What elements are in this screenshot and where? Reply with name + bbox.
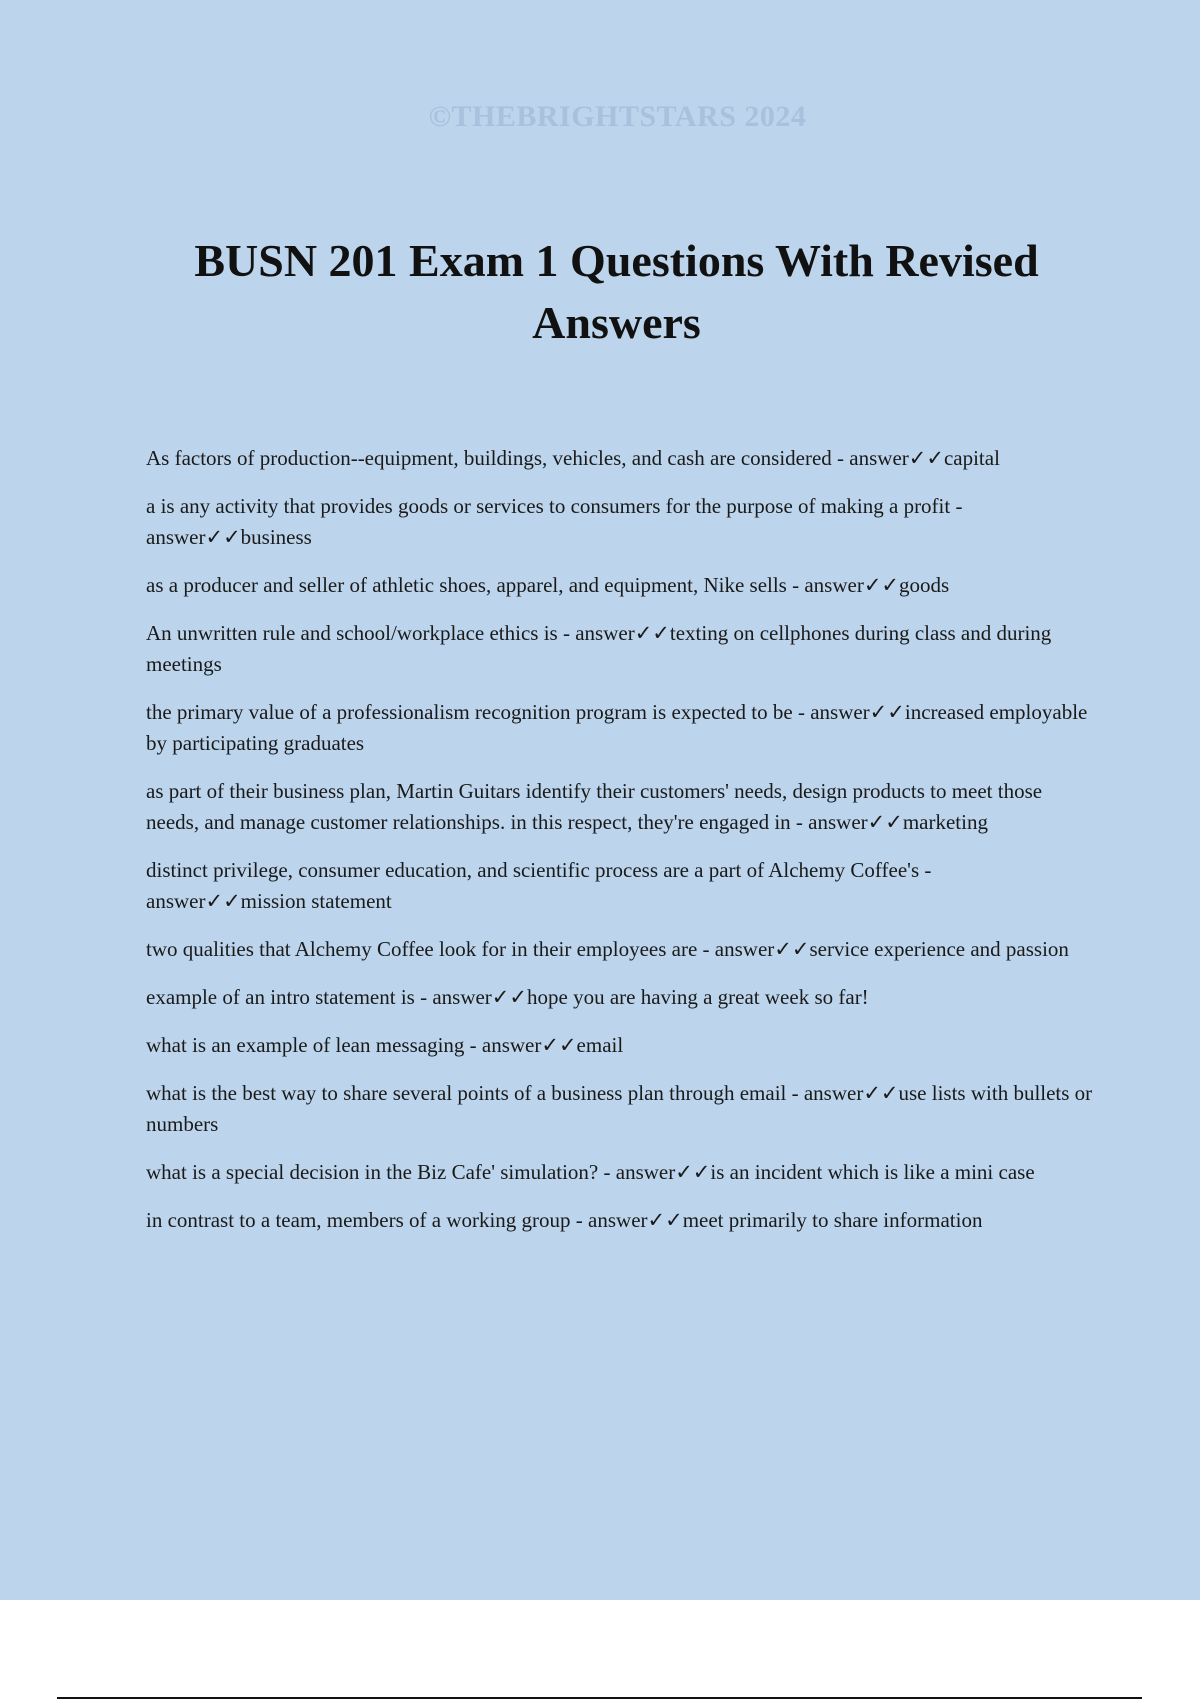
page-title: BUSN 201 Exam 1 Questions With Revised Answers bbox=[194, 235, 1039, 348]
list-item: two qualities that Alchemy Coffee look for in their employees are - answer✓✓service experience and passion bbox=[146, 937, 1069, 961]
list-item: as part of their business plan, Martin Guitars identify their customers' needs, design products to meet those needs, and manage customer relationships. in this respect, they're engaged in - answer✓✓marketing bbox=[146, 779, 1043, 834]
qa-list bbox=[146, 443, 1096, 1253]
list-item: distinct privilege, consumer education, and scientific process are a part of Alchemy Coffee's - answer✓✓mission statement bbox=[146, 858, 932, 913]
list-item: As factors of production--equipment, buildings, vehicles, and cash are considered - answer✓✓capital bbox=[146, 446, 1000, 470]
list-item: what is an example of lean messaging - answer✓✓email bbox=[146, 1033, 624, 1057]
list-item: what is a special decision in the Biz Cafe' simulation? - answer✓✓is an incident which is like a mini case bbox=[146, 1160, 1035, 1184]
list-item: what is the best way to share several points of a business plan through email - answer✓✓use lists with bullets or numbers bbox=[146, 1081, 1093, 1136]
list-item: the primary value of a professionalism recognition program is expected to be - answer✓✓increased employable by participating graduates bbox=[146, 700, 1088, 755]
list-item: in contrast to a team, members of a working group - answer✓✓meet primarily to share information bbox=[146, 1208, 983, 1232]
list-item: as a producer and seller of athletic shoes, apparel, and equipment, Nike sells - answer✓✓goods bbox=[146, 573, 950, 597]
list-item: An unwritten rule and school/workplace ethics is - answer✓✓texting on cellphones during class and during meetings bbox=[146, 621, 1052, 676]
watermark: ©THEBRIGHTSTARS 2024 bbox=[428, 100, 807, 133]
list-item: example of an intro statement is - answer✓✓hope you are having a great week so far! bbox=[146, 985, 869, 1009]
footer-divider bbox=[57, 1697, 1142, 1699]
list-item: a is any activity that provides goods or services to consumers for the purpose of making a profit - answer✓✓business bbox=[146, 494, 963, 549]
